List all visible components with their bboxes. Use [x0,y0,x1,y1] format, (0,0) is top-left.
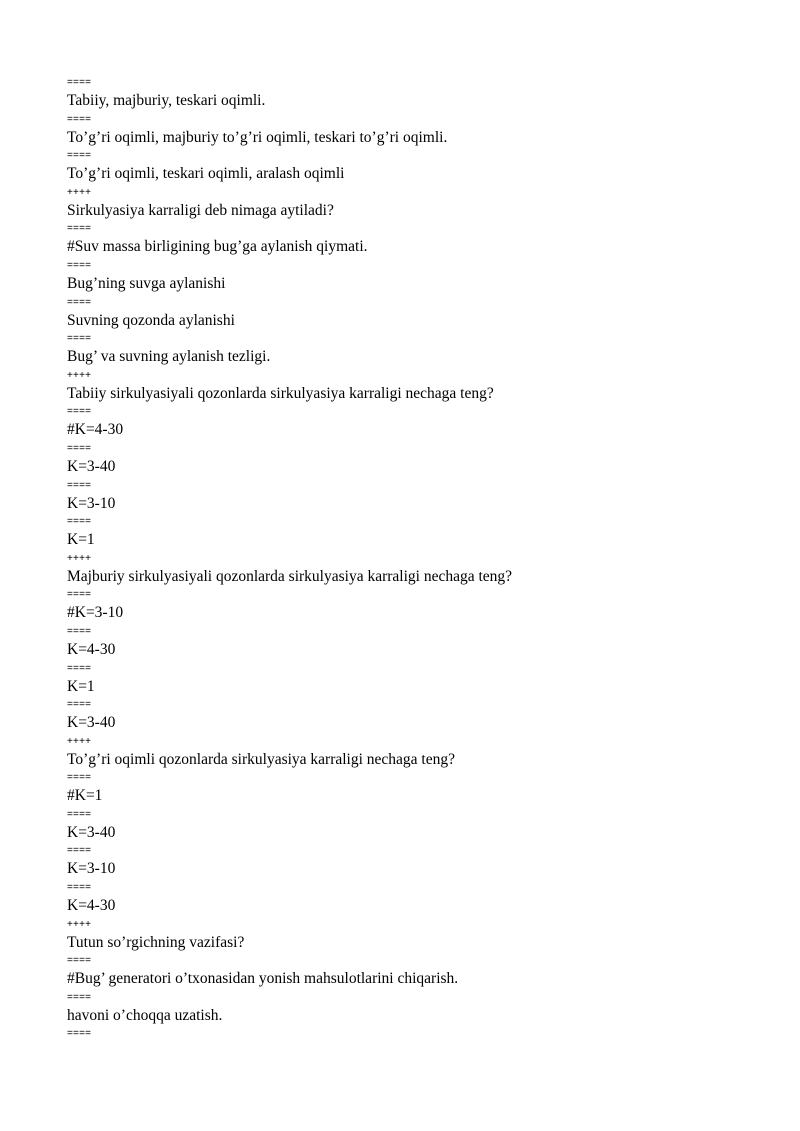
answer-separator: ==== [67,1028,92,1040]
question-separator: ++++ [67,735,92,747]
answer-separator: ==== [67,772,92,784]
answer-separator: ==== [67,77,92,88]
answer-separator: ==== [67,479,92,491]
answer-separator: ==== [67,406,92,418]
correct-answer-text: #Suv massa birligining bug’ga aylanish qiymati. [67,238,368,256]
answer-separator: ==== [67,955,92,967]
answer-separator: ==== [67,516,92,528]
answer-separator: ==== [67,442,92,454]
answer-option-text: K=4-30 [67,897,116,915]
answer-option-text: K=3-40 [67,457,116,475]
answer-option-text: To’g’ri oqimli, teskari oqimli, aralash oqimli [67,165,345,183]
question-separator: ++++ [67,186,92,198]
answer-separator: ==== [67,991,92,1003]
answer-separator: ==== [67,662,92,674]
answer-option-text: K=3-40 [67,823,116,841]
answer-separator: ==== [67,625,92,637]
correct-answer-text: #K=1 [67,787,103,805]
correct-answer-text: #Bug’ generatori o’txonasidan yonish mahsulotlarini chiqarish. [67,970,459,988]
answer-separator: ==== [67,845,92,857]
answer-option-text: K=4-30 [67,640,116,658]
answer-option-text: K=1 [67,531,95,549]
answer-option-text: havoni o’choqqa uzatish. [67,1006,223,1024]
answer-option-text: K=3-10 [67,494,116,512]
answer-separator: ==== [67,808,92,820]
document-page [67,77,767,1040]
answer-option-text: Bug’ va suvning aylanish tezligi. [67,348,271,366]
answer-separator: ==== [67,589,92,601]
question-separator: ++++ [67,918,92,930]
answer-option-text: K=1 [67,677,95,695]
answer-separator: ==== [67,699,92,711]
answer-option-text: Bug’ning suvga aylanishi [67,274,226,292]
question-text: To’g’ri oqimli qozonlarda sirkulyasiya karraligi nechaga teng? [67,750,455,768]
question-separator: ++++ [67,552,92,564]
answer-option-text: K=3-10 [67,860,116,878]
question-text: Tabiiy sirkulyasiyali qozonlarda sirkulyasiya karraligi nechaga teng? [67,384,494,402]
question-text: Sirkulyasiya karraligi deb nimaga aytiladi? [67,201,334,219]
question-text: Tutun so’rgichning vazifasi? [67,933,245,951]
answer-option-text: K=3-40 [67,714,116,732]
answer-separator: ==== [67,259,92,271]
answer-separator: ==== [67,296,92,308]
answer-separator: ==== [67,333,92,345]
answer-separator: ==== [67,113,92,125]
answer-option-text: Tabiiy, majburiy, teskari oqimli. [67,92,266,109]
answer-separator: ==== [67,223,92,235]
answer-separator: ==== [67,882,92,894]
correct-answer-text: #K=3-10 [67,604,124,622]
question-text: Majburiy sirkulyasiyali qozonlarda sirkulyasiya karraligi nechaga teng? [67,567,513,585]
answer-option-text: Suvning qozonda aylanishi [67,311,235,329]
answer-option-text: To’g’ri oqimli, majburiy to’g’ri oqimli, teskari to’g’ri oqimli. [67,128,448,146]
correct-answer-text: #K=4-30 [67,421,124,439]
question-separator: ++++ [67,369,92,381]
answer-separator: ==== [67,150,92,162]
